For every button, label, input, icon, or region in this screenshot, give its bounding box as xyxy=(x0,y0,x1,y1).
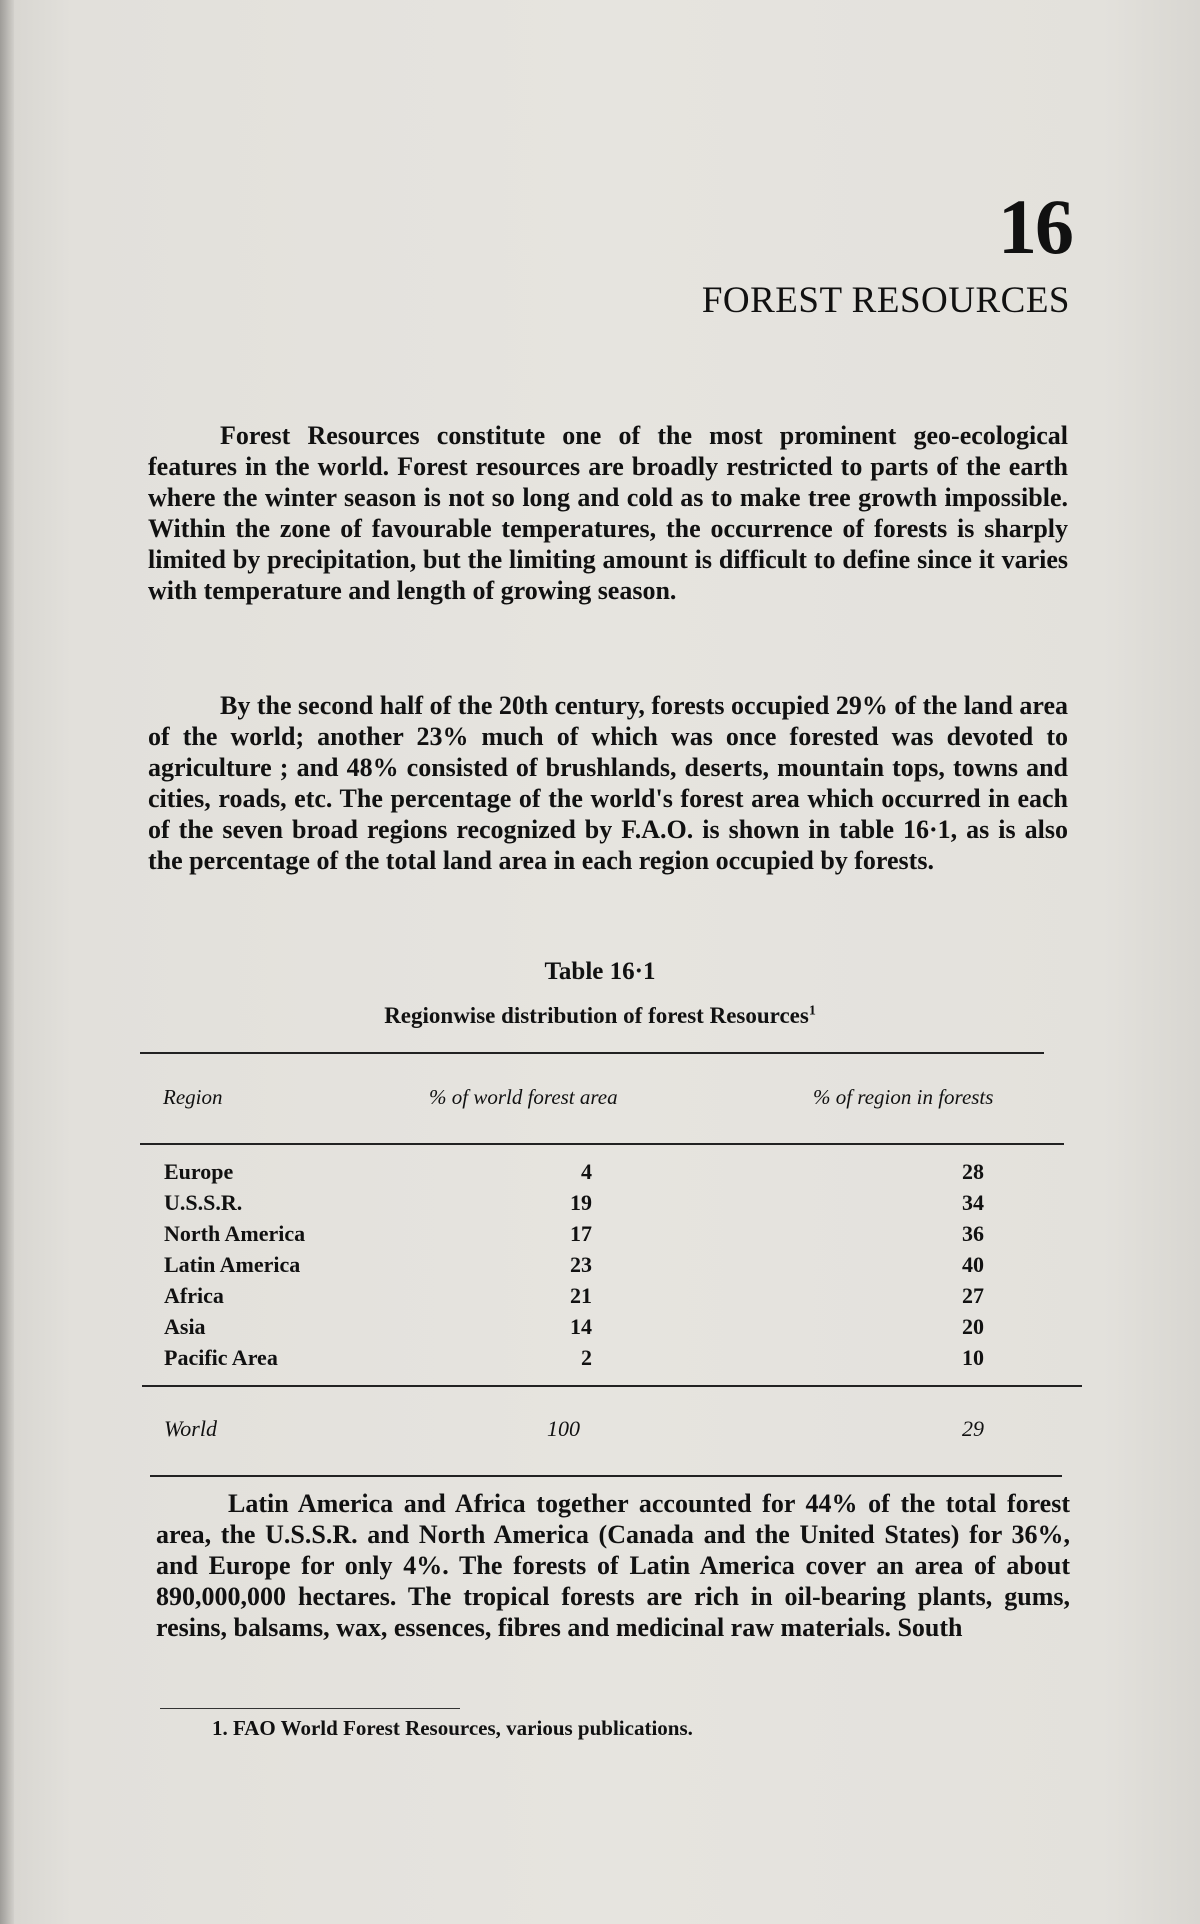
table-row xyxy=(0,1252,1200,1283)
cell-region-share: 36 xyxy=(962,1221,984,1246)
cell-region: Latin America xyxy=(164,1252,301,1277)
cell-region-share: 10 xyxy=(962,1345,984,1370)
table-subtitle-text: Regionwise distribution of forest Resources xyxy=(384,1003,809,1028)
chapter-number: 16 xyxy=(998,183,1072,270)
table-row xyxy=(0,1345,1200,1376)
cell-region: Africa xyxy=(164,1283,224,1308)
cell-region-share: 28 xyxy=(962,1159,984,1184)
table-row xyxy=(0,1283,1200,1314)
cell-region-share: 27 xyxy=(962,1283,984,1308)
cell-world-share: 2 xyxy=(581,1345,592,1370)
cell-world-share: 17 xyxy=(570,1221,592,1246)
table-total-rule xyxy=(142,1385,1082,1387)
table-bottom-rule xyxy=(150,1475,1062,1477)
footnote-rule xyxy=(160,1708,460,1709)
cell-region-share: 20 xyxy=(962,1314,984,1339)
cell-region: North America xyxy=(164,1221,306,1246)
table-row xyxy=(0,1314,1200,1345)
table-top-rule xyxy=(140,1052,1044,1054)
column-header-world-share: % of world forest area xyxy=(429,1085,618,1109)
cell-world-share: 4 xyxy=(581,1159,592,1184)
cell-world-share: 19 xyxy=(570,1190,592,1215)
paragraph-intro: Forest Resources constitute one of the most prominent geo-ecological features in the world. Forest resources are broadly restricted to parts of the earth where the winter season is not so long and cold as to make tree growth impossible. Within the zone of favourable temperatures, the occurrence of forests is sharply limited by precipitation, but the limiting amount is difficult to define since it varies with temperature and length of growing season. xyxy=(148,421,1068,605)
cell-world-share: 21 xyxy=(570,1283,592,1308)
footnote-marker: 1 xyxy=(808,1003,816,1019)
cell-region: U.S.S.R. xyxy=(164,1190,243,1215)
cell-region-share: 40 xyxy=(962,1252,984,1277)
chapter-title: FOREST RESOURCES xyxy=(701,280,1070,321)
cell-total-region-share: 29 xyxy=(962,1416,984,1441)
column-header-region: Region xyxy=(163,1085,223,1109)
cell-region: Asia xyxy=(164,1314,206,1339)
table-row xyxy=(0,1221,1200,1252)
cell-world-share: 14 xyxy=(570,1314,592,1339)
paragraph-land-use: By the second half of the 20th century, forests occupied 29% of the land area of the world; another 23% much of which was once forested was devoted to agriculture ; and 48% consisted of brushlands, deserts, mountain tops, towns and cities, roads, etc. The percentage of the world's forest area which occurred in each of the seven broad regions recognized by F.A.O. is shown in table 16·1, as is also the percentage of the total land area in each region occupied by forests. xyxy=(148,691,1068,875)
table-subtitle xyxy=(0,1003,1200,1029)
table-row xyxy=(0,1159,1200,1190)
table-row xyxy=(0,1190,1200,1221)
cell-world-share: 23 xyxy=(570,1252,592,1277)
column-header-region-share: % of region in forests xyxy=(813,1085,994,1109)
cell-region-share: 34 xyxy=(962,1190,984,1215)
cell-total-region: World xyxy=(164,1416,217,1441)
paragraph-regional-share: Latin America and Africa together accounted for 44% of the total forest area, the U.S.S.R. and North America (Canada and the United States) for 36%, and Europe for only 4%. The forests of Latin America cover an area of about 890,000,000 hectares. The tropical forests are rich in oil-bearing plants, gums, resins, balsams, wax, essences, fibres and medicinal raw materials. South xyxy=(156,1489,1070,1642)
cell-region: Europe xyxy=(164,1159,234,1184)
footnote: 1. FAO World Forest Resources, various publications. xyxy=(212,1716,693,1740)
cell-total-world-share: 100 xyxy=(547,1416,580,1441)
cell-region: Pacific Area xyxy=(164,1345,278,1370)
table-body xyxy=(0,1159,1200,1376)
table-title: Table 16·1 xyxy=(544,958,656,985)
table-header-rule xyxy=(140,1143,1064,1145)
